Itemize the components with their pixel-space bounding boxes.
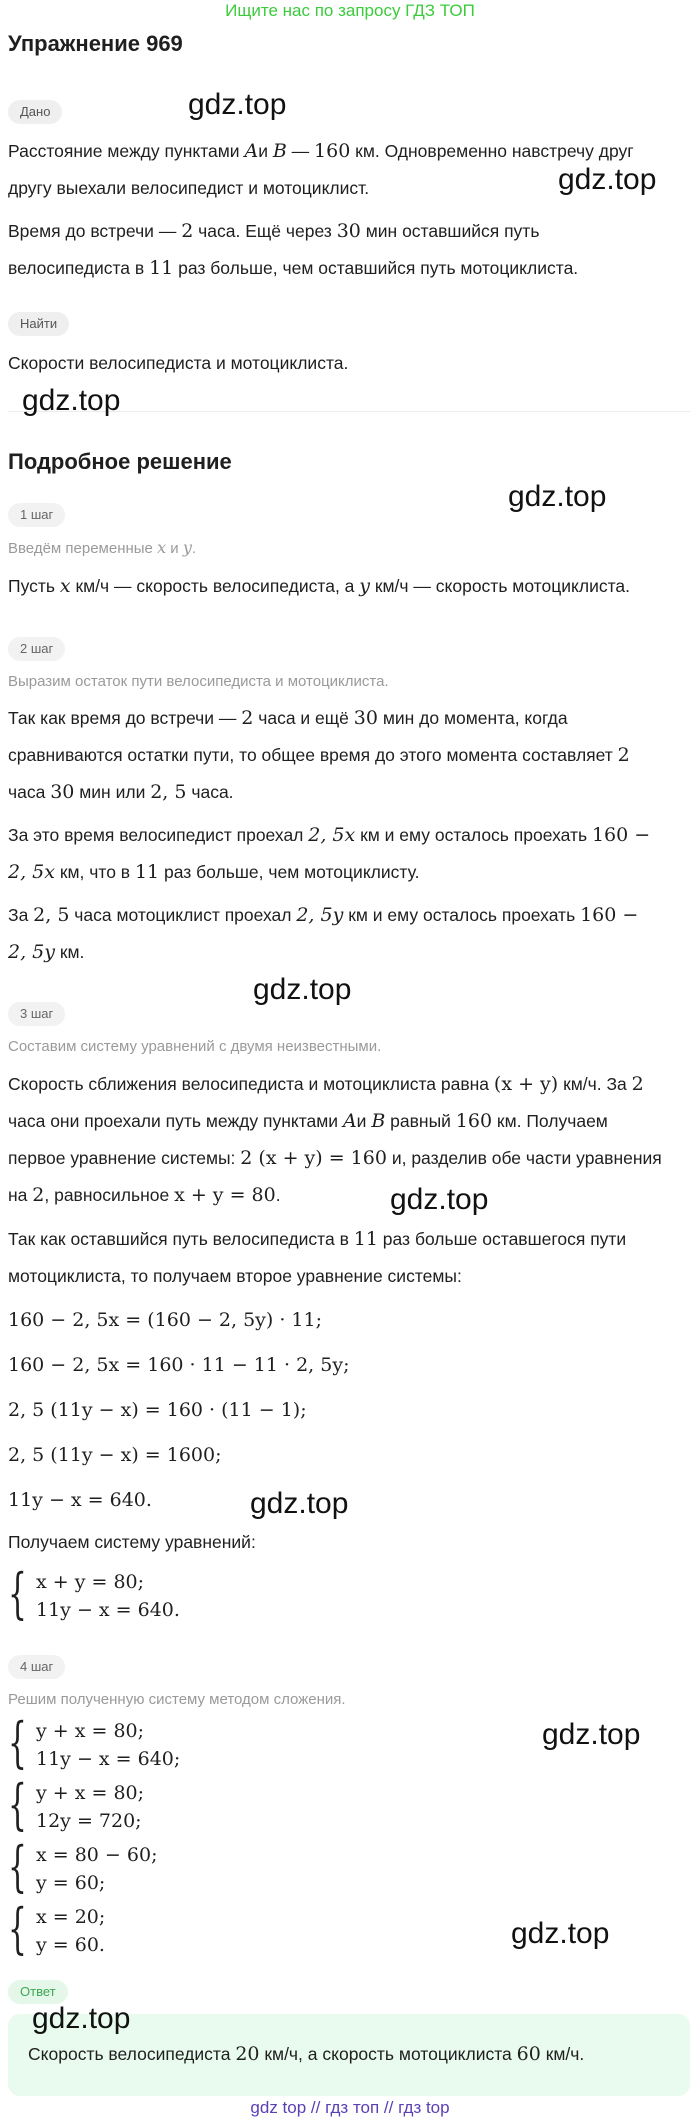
footer-links[interactable]: gdz top // гдз топ // гдз top — [250, 2098, 450, 2117]
step-3-para-1-line-1: Скорость сближения велосипедиста и мотоциклиста равна (x + y) км/ч. За 2 — [8, 1073, 644, 1095]
step-1-hint: Введём переменные x и y. — [8, 538, 197, 557]
watermark: gdz.top — [558, 163, 657, 196]
search-hint-link[interactable]: Ищите нас по запросу ГДЗ ТОП — [225, 1, 475, 20]
find-badge: Найти — [8, 312, 69, 336]
step-2-para-1-line-2: сравниваются остатки пути, то общее время до этого момента составляет 2 — [8, 744, 630, 766]
step-2-para-2-line-1: За это время велосипедист проехал 2, 5x км и ему осталось проехать 160 − — [8, 824, 651, 846]
step-3-badge: 3 шаг — [8, 1002, 65, 1026]
answer-text: Скорость велосипедиста 20 км/ч, а скорость мотоциклиста 60 км/ч. — [28, 2043, 585, 2065]
step-2-para-1-line-3: часа 30 мин или 2, 5 часа. — [8, 781, 234, 803]
step-2-para-3-line-2: 2, 5y км. — [8, 941, 85, 963]
watermark: gdz.top — [22, 384, 121, 417]
equation-2: 160 − 2, 5x = 160 · 11 − 11 · 2, 5y; — [8, 1354, 350, 1376]
step-2-badge: 2 шаг — [8, 637, 65, 661]
given-badge: Дано — [8, 100, 62, 124]
brace-icon: { — [8, 1773, 27, 1836]
solution-title: Подробное решение — [8, 449, 232, 474]
watermark: gdz.top — [390, 1183, 489, 1216]
step-2-hint: Выразим остаток пути велосипедиста и мотоциклиста. — [8, 673, 389, 690]
step-3-para-1-line-3: первое уравнение системы: 2 (x + y) = 160 и, разделив обе части уравнения — [8, 1147, 662, 1169]
watermark: gdz.top — [542, 1718, 641, 1751]
step-2-para-3-line-1: За 2, 5 часа мотоциклист проехал 2, 5y км и ему осталось проехать 160 − — [8, 904, 639, 926]
watermark: gdz.top — [188, 88, 287, 121]
step-3-hint: Составим систему уравнений с двумя неизвестными. — [8, 1038, 382, 1055]
equation-3: 2, 5 (11y − x) = 160 · (11 − 1); — [8, 1399, 307, 1421]
find-text: Скорости велосипедиста и мотоциклиста. — [8, 353, 349, 373]
brace-icon: { — [8, 1562, 27, 1625]
given-line-2: другу выехали велосипедист и мотоциклист. — [8, 178, 370, 198]
watermark: gdz.top — [32, 2002, 131, 2035]
step-3-para-1-line-4: на 2, равносильное x + y = 80. — [8, 1184, 281, 1206]
given-line-1: Расстояние между пунктами Aи B — 160 км. Одновременно навстречу друг — [8, 140, 634, 162]
step-1-badge: 1 шаг — [8, 503, 65, 527]
equation-1: 160 − 2, 5x = (160 − 2, 5y) · 11; — [8, 1309, 323, 1331]
step-2-para-1-line-1: Так как время до встречи — 2 часа и ещё 30 мин до момента, когда — [8, 707, 568, 729]
given-line-3: Время до встречи — 2 часа. Ещё через 30 мин оставшийся путь — [8, 220, 540, 242]
step-1-text: Пусть x км/ч — скорость велосипедиста, а y км/ч — скорость мотоциклиста. — [8, 575, 631, 597]
step-3-para-1-line-2: часа они проехали путь между пунктами Aи B равный 160 км. Получаем — [8, 1110, 608, 1132]
system-label: Получаем систему уравнений: — [8, 1532, 256, 1552]
watermark: gdz.top — [253, 973, 352, 1006]
brace-icon: { — [8, 1711, 27, 1774]
watermark: gdz.top — [250, 1487, 349, 1520]
step-3-para-2-line-1: Так как оставшийся путь велосипедиста в 11 раз больше оставшегося пути — [8, 1228, 627, 1250]
given-line-4: велосипедиста в 11 раз больше, чем оставшийся путь мотоциклиста. — [8, 257, 579, 279]
watermark: gdz.top — [511, 1917, 610, 1950]
step-4-hint: Решим полученную систему методом сложения. — [8, 1691, 346, 1708]
step-3-para-2-line-2: мотоциклиста, то получаем второе уравнение системы: — [8, 1266, 462, 1286]
brace-icon: { — [8, 1897, 27, 1960]
step-2-para-2-line-2: 2, 5x км, что в 11 раз больше, чем мотоциклисту. — [8, 861, 420, 883]
equation-4: 2, 5 (11y − x) = 1600; — [8, 1444, 222, 1466]
page: Ищите нас по запросу ГДЗ ТОП Упражнение 969 Дано Расстояние между пунктами Aи B — 160 км. Одновременно навстречу друг другу выехали велосипедист и мотоциклист. Время до встречи — 2 часа. Ещё через 30 мин оставшийся путь велосипедиста в 11 раз больше, чем оставшийся путь мотоциклиста. Найти Скорости велосипедиста и мотоциклиста. Подробное решение 1 шаг Введём переменные x и y. Пусть x км/ч — скорость велосипедиста, а y км/ч — скорость мотоциклиста. 2 шаг Выразим остаток пути велосипедиста и мотоциклиста. Так как время до встречи — 2 часа и ещё 30 мин до момента, когда сравниваются остатки пути, то общее время до этого момента составляет 2 часа 30 мин или 2, 5 часа. За это время велосипедист проехал 2, 5x км и ему осталось проехать 160 − 2, 5x км, что в 11 раз больше, чем мотоциклисту. За 2, 5 часа мотоциклист проехал 2, 5y км и ему осталось проехать 160 − 2, 5y км. 3 шаг Составим систему уравнений с двумя неизвестными. Скорость сближения велосипедиста и мотоциклиста равна (x + y) км/ч. За 2 часа они проехали путь между пунктами Aи B равный 160 км. Получаем первое уравнение системы: 2 (x + y) = 160 и, разделив обе части уравнения на 2, равносильное x + y = 80. Так как оставшийся путь велосипедиста в 11 раз больше оставшегося пути мотоциклиста, то получаем второе уравнение системы: 160 − 2, 5x = (160 − 2, 5y) · 11; 160 − 2, 5x = 160 · 11 − 11 · 2, 5y; 2, 5 (11y − x) = 160 · (11 − 1); 2, 5 (11y − x) = 1600; 11y − x = 640. Получаем систему уравнений: { x + y = 80; 11y − x = 640. 4 шаг Решим полученную систему методом сложения. { y + x = 80; 11y − x = 640; { y + x = 80; 12y = 720; { x = 80 − 60; y = 60; { x = 20; y = 60. Ответ Скорость велосипедиста 20 км/ч, а скорость мотоциклиста 60 км/ч. gdz.top gdz.top gdz.top gdz.top gdz.top gdz.top gdz.top gdz.top gdz.top gdz.top gdz top // гдз топ // гдз top — [0, 0, 700, 2121]
exercise-title: Упражнение 969 — [8, 31, 183, 56]
equation-5: 11y − x = 640. — [8, 1489, 152, 1511]
answer-badge: Ответ — [8, 1980, 68, 2004]
watermark: gdz.top — [508, 480, 607, 513]
brace-icon: { — [8, 1835, 27, 1898]
step-4-badge: 4 шаг — [8, 1655, 65, 1679]
